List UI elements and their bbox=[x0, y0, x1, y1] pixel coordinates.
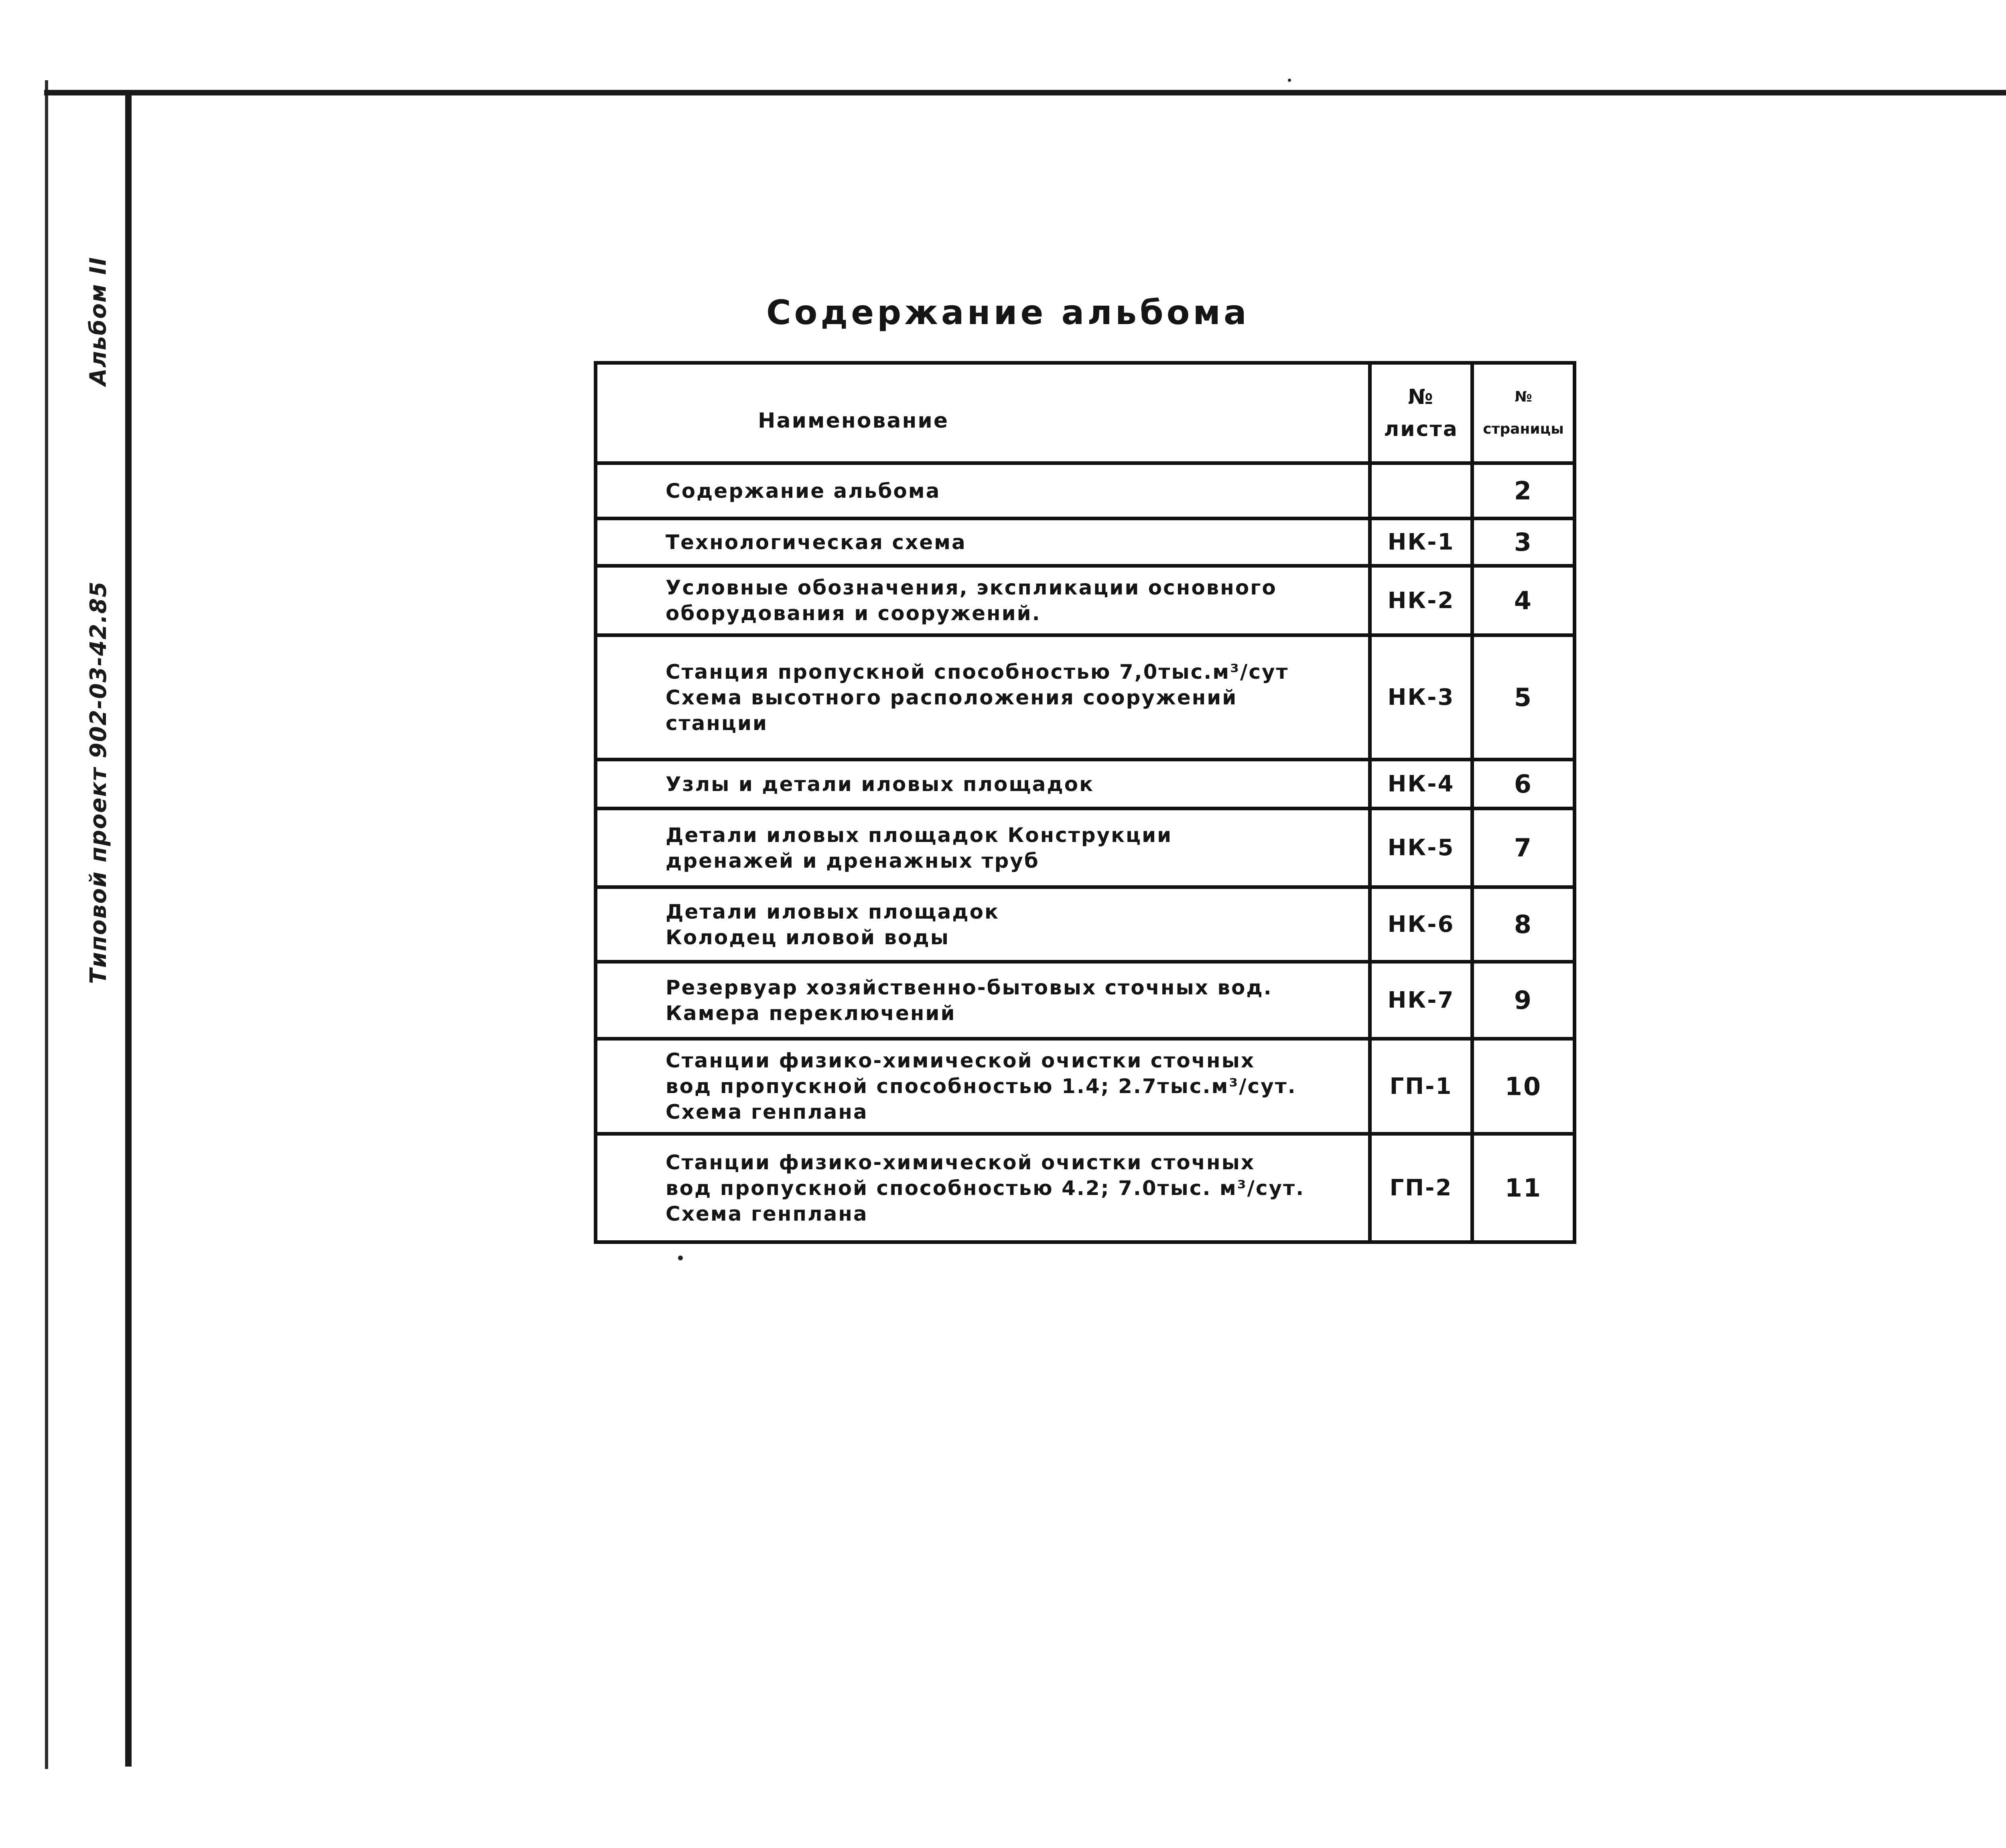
row-page-number: 9 bbox=[1472, 962, 1575, 1039]
table-row bbox=[596, 962, 1575, 1039]
row-sheet-number: НК-4 bbox=[1370, 760, 1472, 809]
row-name-line: Узлы и детали иловых площадок bbox=[666, 772, 1094, 796]
header-sheet-line: листа bbox=[1384, 417, 1458, 441]
row-page-number: 3 bbox=[1472, 519, 1575, 566]
contents-table-body bbox=[596, 463, 1575, 1242]
header-sheet bbox=[1370, 363, 1472, 463]
table-row bbox=[596, 519, 1575, 566]
row-page-number: 5 bbox=[1472, 635, 1575, 760]
row-name-line: Резервуар хозяйственно-бытовых сточных вод. bbox=[666, 976, 1273, 999]
row-name-line: Станции физико-химической очистки сточных bbox=[666, 1049, 1255, 1072]
row-page-number: 11 bbox=[1472, 1134, 1575, 1242]
row-name bbox=[596, 1134, 1370, 1242]
row-name-line: Условные обозначения, экспликации основного bbox=[666, 576, 1277, 599]
table-header-row bbox=[596, 363, 1575, 463]
row-name-line: станции bbox=[666, 711, 768, 735]
row-page-number: 2 bbox=[1472, 463, 1575, 519]
row-name-line: Камера переключений bbox=[666, 1001, 956, 1025]
row-page-number: 7 bbox=[1472, 809, 1575, 887]
page-title: Содержание альбома bbox=[766, 293, 1250, 332]
row-name-line: Станции физико-химической очистки сточных bbox=[666, 1150, 1255, 1174]
row-name bbox=[596, 809, 1370, 887]
row-sheet-number: НК-5 bbox=[1370, 809, 1472, 887]
row-name-line: Детали иловых площадок Конструкции bbox=[666, 823, 1173, 847]
row-name-line: Колодец иловой воды bbox=[666, 925, 950, 949]
speck bbox=[678, 1256, 683, 1260]
header-page-line: страницы bbox=[1483, 420, 1564, 437]
row-name bbox=[596, 519, 1370, 566]
project-stamp-text: Типовой проект 902-03-42.85 bbox=[85, 580, 112, 984]
row-name-line: дренажей и дренажных труб bbox=[666, 849, 1040, 872]
row-sheet-number: ГП-2 bbox=[1370, 1134, 1472, 1242]
row-sheet-number: НК-2 bbox=[1370, 566, 1472, 635]
row-page-number: 4 bbox=[1472, 566, 1575, 635]
row-name bbox=[596, 962, 1370, 1039]
row-sheet-number: НК-7 bbox=[1370, 962, 1472, 1039]
table-row bbox=[596, 1039, 1575, 1134]
table-row bbox=[596, 1134, 1575, 1242]
row-name-line: Схема генплана bbox=[666, 1100, 868, 1124]
row-name bbox=[596, 887, 1370, 962]
row-name-line: Содержание альбома bbox=[666, 479, 941, 503]
row-name-line: Технологическая схема bbox=[666, 530, 966, 554]
row-name-line: Схема высотного расположения сооружений bbox=[666, 686, 1238, 709]
frame-left-border bbox=[125, 90, 132, 1767]
contents-table bbox=[594, 361, 1576, 1244]
row-name bbox=[596, 635, 1370, 760]
speck bbox=[1288, 79, 1291, 82]
album-stamp bbox=[84, 225, 112, 417]
header-page-line: № bbox=[1515, 388, 1532, 405]
row-page-number: 8 bbox=[1472, 887, 1575, 962]
row-name-line: вод пропускной способностью 1.4; 2.7тыс.м³/сут. bbox=[666, 1075, 1297, 1098]
row-name-line: оборудования и сооружений. bbox=[666, 602, 1041, 625]
table-row bbox=[596, 463, 1575, 519]
row-name bbox=[596, 566, 1370, 635]
row-name bbox=[596, 463, 1370, 519]
row-sheet-number: ГП-1 bbox=[1370, 1039, 1472, 1134]
row-name bbox=[596, 1039, 1370, 1134]
row-sheet-number: НК-3 bbox=[1370, 635, 1472, 760]
binding-line bbox=[45, 80, 48, 1769]
row-sheet-number bbox=[1370, 463, 1472, 519]
row-name bbox=[596, 760, 1370, 809]
header-sheet-line: № bbox=[1408, 385, 1434, 409]
row-page-number: 6 bbox=[1472, 760, 1575, 809]
album-stamp-text: Альбом II bbox=[85, 256, 112, 386]
row-page-number: 10 bbox=[1472, 1039, 1575, 1134]
table-row bbox=[596, 635, 1575, 760]
table-row bbox=[596, 760, 1575, 809]
project-stamp bbox=[84, 554, 112, 1011]
frame-top-border bbox=[44, 90, 2006, 95]
table-row bbox=[596, 566, 1575, 635]
table-row bbox=[596, 809, 1575, 887]
table-row bbox=[596, 887, 1575, 962]
row-name-line: Схема генплана bbox=[666, 1202, 868, 1225]
row-sheet-number: НК-6 bbox=[1370, 887, 1472, 962]
row-sheet-number: НК-1 bbox=[1370, 519, 1472, 566]
header-name: Наименование bbox=[596, 363, 1370, 463]
row-name-line: Детали иловых площадок bbox=[666, 900, 999, 923]
row-name-line: Станция пропускной способностью 7,0тыс.м³/сут bbox=[666, 660, 1289, 684]
header-page bbox=[1472, 363, 1575, 463]
row-name-line: вод пропускной способностью 4.2; 7.0тыс. м³/сут. bbox=[666, 1176, 1305, 1200]
